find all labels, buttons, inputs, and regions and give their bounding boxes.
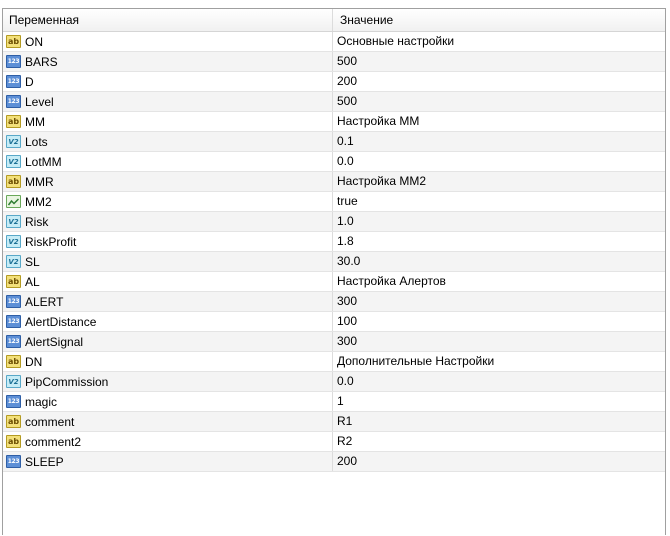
integer-icon: 123 bbox=[6, 75, 21, 88]
variable-cell[interactable] bbox=[3, 272, 333, 291]
integer-icon: 123 bbox=[6, 95, 21, 108]
table-row[interactable] bbox=[3, 352, 665, 372]
variable-cell[interactable] bbox=[3, 152, 333, 171]
variable-cell[interactable] bbox=[3, 172, 333, 191]
value-cell[interactable]: true bbox=[337, 194, 358, 208]
variable-name: BARS bbox=[25, 54, 58, 69]
value-cell[interactable]: Настройка MM bbox=[337, 114, 420, 128]
variable-name: Level bbox=[25, 94, 54, 109]
table-row[interactable] bbox=[3, 232, 665, 252]
variable-name: magic bbox=[25, 394, 58, 409]
variable-cell[interactable] bbox=[3, 432, 333, 451]
table-row[interactable] bbox=[3, 292, 665, 312]
column-header-variable[interactable]: Переменная bbox=[3, 9, 333, 31]
variable-name: AL bbox=[25, 274, 40, 289]
inputs-grid bbox=[2, 8, 666, 535]
integer-icon: 123 bbox=[6, 335, 21, 348]
variable-cell[interactable] bbox=[3, 52, 333, 71]
double-icon: V2 bbox=[6, 235, 21, 248]
table-row[interactable] bbox=[3, 452, 665, 472]
value-cell[interactable]: 30.0 bbox=[337, 254, 361, 268]
table-row[interactable] bbox=[3, 92, 665, 112]
variable-cell[interactable] bbox=[3, 252, 333, 271]
table-row[interactable] bbox=[3, 252, 665, 272]
variable-cell[interactable] bbox=[3, 112, 333, 131]
integer-icon: 123 bbox=[6, 295, 21, 308]
variable-cell[interactable] bbox=[3, 352, 333, 371]
value-cell[interactable]: R1 bbox=[337, 414, 353, 428]
value-cell[interactable]: Настройка MM2 bbox=[337, 174, 427, 188]
table-row[interactable] bbox=[3, 72, 665, 92]
variable-cell[interactable] bbox=[3, 132, 333, 151]
value-cell[interactable]: 1.8 bbox=[337, 234, 354, 248]
table-row[interactable] bbox=[3, 372, 665, 392]
variable-cell[interactable] bbox=[3, 212, 333, 231]
table-row[interactable] bbox=[3, 32, 665, 52]
table-row[interactable] bbox=[3, 172, 665, 192]
variable-cell[interactable] bbox=[3, 452, 333, 471]
value-cell[interactable]: 100 bbox=[337, 314, 358, 328]
value-cell[interactable]: 300 bbox=[337, 334, 358, 348]
value-cell[interactable]: Основные настройки bbox=[337, 34, 455, 48]
value-cell[interactable]: 200 bbox=[337, 74, 358, 88]
variable-cell[interactable] bbox=[3, 72, 333, 91]
variable-name: SL bbox=[25, 254, 40, 269]
variable-name: ALERT bbox=[25, 294, 64, 309]
table-row[interactable] bbox=[3, 392, 665, 412]
variable-cell[interactable] bbox=[3, 232, 333, 251]
variable-name: Lots bbox=[25, 134, 48, 149]
string-icon: ab bbox=[7, 417, 20, 426]
value-cell[interactable]: 500 bbox=[337, 94, 358, 108]
double-icon: V2 bbox=[6, 255, 21, 268]
variable-cell[interactable] bbox=[3, 32, 333, 51]
boolean-icon bbox=[6, 195, 21, 208]
variable-name: AlertSignal bbox=[25, 334, 84, 349]
integer-icon: 123 bbox=[6, 315, 21, 328]
value-cell[interactable]: R2 bbox=[337, 434, 353, 448]
integer-icon: 123 bbox=[6, 55, 21, 68]
grid-header bbox=[3, 9, 665, 32]
value-cell[interactable]: 0.1 bbox=[337, 134, 354, 148]
table-row[interactable] bbox=[3, 132, 665, 152]
column-header-value[interactable]: Значение bbox=[340, 13, 394, 27]
table-row[interactable] bbox=[3, 152, 665, 172]
variable-cell[interactable] bbox=[3, 332, 333, 351]
variable-cell[interactable] bbox=[3, 372, 333, 391]
variable-name: comment bbox=[25, 414, 75, 429]
value-cell[interactable]: 1.0 bbox=[337, 214, 354, 228]
variable-cell[interactable] bbox=[3, 412, 333, 431]
value-cell[interactable]: 200 bbox=[337, 454, 358, 468]
variable-name: Risk bbox=[25, 214, 49, 229]
integer-icon: 123 bbox=[6, 395, 21, 408]
double-icon: V2 bbox=[6, 135, 21, 148]
variable-name: ON bbox=[25, 34, 43, 49]
table-row[interactable] bbox=[3, 112, 665, 132]
variable-cell[interactable] bbox=[3, 292, 333, 311]
table-row[interactable] bbox=[3, 192, 665, 212]
variable-name: SLEEP bbox=[25, 454, 64, 469]
value-cell[interactable]: 500 bbox=[337, 54, 358, 68]
string-icon: ab bbox=[7, 117, 20, 126]
string-icon: ab bbox=[7, 357, 20, 366]
string-icon: ab bbox=[7, 437, 20, 446]
variable-name: D bbox=[25, 74, 34, 89]
variable-name: MMR bbox=[25, 174, 54, 189]
table-row[interactable] bbox=[3, 212, 665, 232]
variable-name: AlertDistance bbox=[25, 314, 97, 329]
variable-name: PipCommission bbox=[25, 374, 109, 389]
variable-name: LotMM bbox=[25, 154, 62, 169]
variable-name: MM bbox=[25, 114, 45, 129]
value-cell[interactable]: 0.0 bbox=[337, 154, 354, 168]
string-icon: ab bbox=[7, 277, 20, 286]
variable-cell[interactable] bbox=[3, 392, 333, 411]
value-cell[interactable]: 0.0 bbox=[337, 374, 354, 388]
variable-name: MM2 bbox=[25, 194, 52, 209]
table-row[interactable] bbox=[3, 52, 665, 72]
variable-cell[interactable] bbox=[3, 312, 333, 331]
value-cell[interactable]: 1 bbox=[337, 394, 344, 408]
table-row[interactable] bbox=[3, 272, 665, 292]
double-icon: V2 bbox=[6, 215, 21, 228]
variable-cell[interactable] bbox=[3, 192, 333, 211]
table-row[interactable] bbox=[3, 412, 665, 432]
value-cell[interactable]: Дополнительные Настройки bbox=[337, 354, 495, 368]
double-icon: V2 bbox=[6, 155, 21, 168]
variable-name: comment2 bbox=[25, 434, 82, 449]
value-cell[interactable]: 300 bbox=[337, 294, 358, 308]
variable-name: DN bbox=[25, 354, 43, 369]
grid-body bbox=[3, 32, 665, 472]
variable-name: RiskProfit bbox=[25, 234, 77, 249]
value-cell[interactable]: Настройка Алертов bbox=[337, 274, 446, 288]
table-row[interactable] bbox=[3, 332, 665, 352]
table-row[interactable] bbox=[3, 312, 665, 332]
table-row[interactable] bbox=[3, 432, 665, 452]
variable-cell[interactable] bbox=[3, 92, 333, 111]
integer-icon: 123 bbox=[6, 455, 21, 468]
string-icon: ab bbox=[7, 177, 20, 186]
string-icon: ab bbox=[7, 37, 20, 46]
double-icon: V2 bbox=[6, 375, 21, 388]
